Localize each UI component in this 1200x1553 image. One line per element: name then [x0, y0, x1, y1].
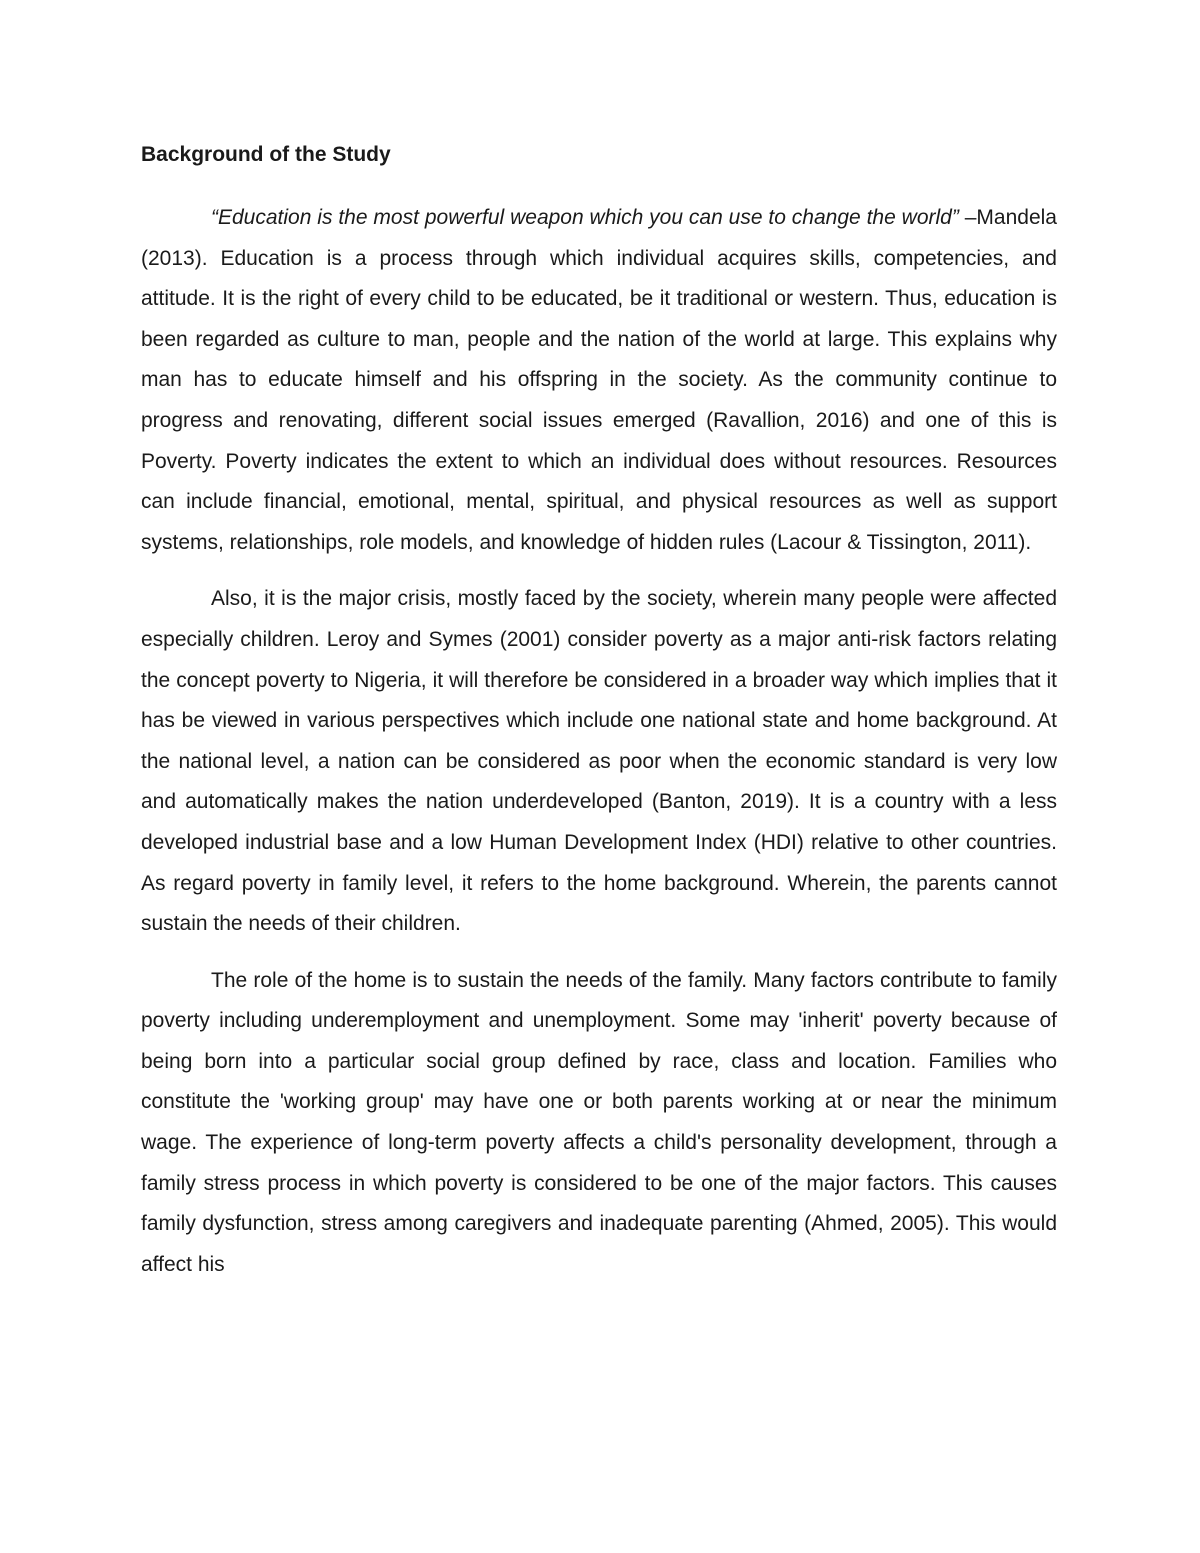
paragraph-2-text: Also, it is the major crisis, mostly faced by the society, wherein many people were affected especially children. Leroy and Symes (2001) consider poverty as a major anti-risk factors relating the concept poverty to Nigeria, it will therefore be considered in a broader way which implies that it has be viewed in various perspectives which include one national state and home background. At the national level, a nation can be considered as poor when the economic standard is very low and automatically makes the nation underdeveloped (Banton, 2019). It is a country with a less developed industrial base and a low Human Development Index (HDI) relative to other countries. As regard poverty in family level, it refers to the home background. Wherein, the parents cannot sustain the needs of their children. — [141, 587, 1057, 936]
paragraph-1-text: –Mandela (2013). Education is a process through which individual acquires skills, competencies, and attitude. It is the right of every child to be educated, be it traditional or western. Thus, education is been regarded as culture to man, people and the nation of the world at large. This explains why man has to educate himself and his offspring in the society. As the community continue to progress and renovating, different social issues emerged (Ravallion, 2016) and one of this is Poverty. Poverty indicates the extent to which an individual does without resources. Resources can include financial, emotional, mental, spiritual, and physical resources as well as support systems, relationships, role models, and knowledge of hidden rules (Lacour & Tissington, 2011). — [141, 206, 1057, 554]
document-body — [141, 140, 1057, 1285]
paragraph-3 — [141, 961, 1057, 1286]
mandela-quote: “Education is the most powerful weapon which you can use to change the world” — [211, 206, 959, 229]
section-heading: Background of the Study — [141, 143, 391, 166]
paragraph-1 — [141, 198, 1057, 563]
paragraph-3-text: The role of the home is to sustain the needs of the family. Many factors contribute to family poverty including underemployment and unemployment. Some may 'inherit' poverty because of being born into a particular social group defined by race, class and location. Families who constitute the 'working group' may have one or both parents working at or near the minimum wage. The experience of long-term poverty affects a child's personality development, through a family stress process in which poverty is considered to be one of the major factors. This causes family dysfunction, stress among caregivers and inadequate parenting (Ahmed, 2005). This would affect his — [141, 968, 1057, 1276]
paragraph-2 — [141, 579, 1057, 944]
